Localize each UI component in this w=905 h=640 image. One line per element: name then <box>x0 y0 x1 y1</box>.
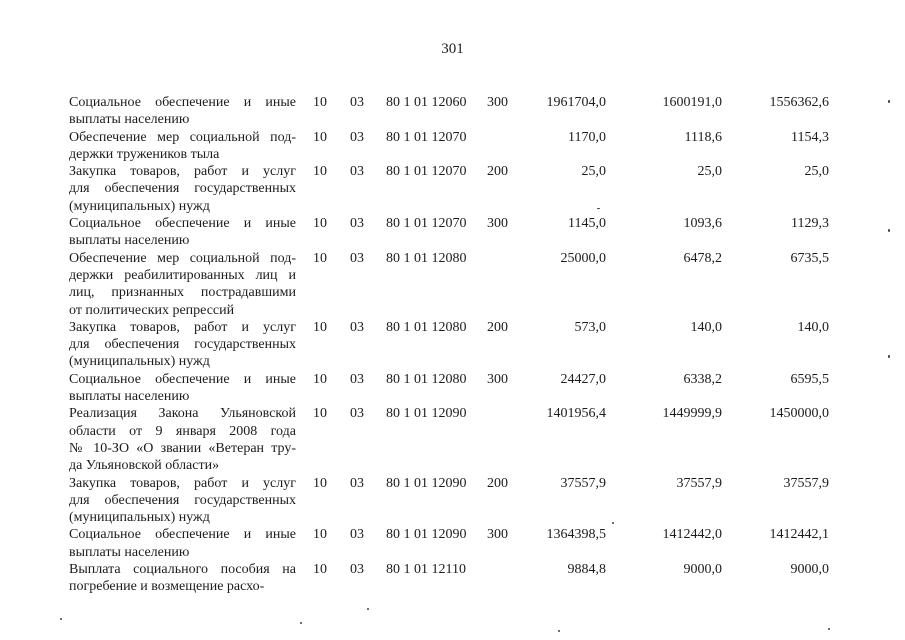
row-name-line: (муниципальных) нужд <box>69 354 210 370</box>
table-row <box>0 163 905 215</box>
row-name-line: (муниципальных) нужд <box>69 510 210 526</box>
scan-speck <box>367 608 369 610</box>
subsection-code: 03 <box>350 319 364 335</box>
target-article-code: 80 1 01 12060 <box>386 95 467 110</box>
row-name-line: для обеспечения государственных <box>69 181 296 197</box>
amount-year-3: 1556362,6 <box>769 95 829 110</box>
amount-year-1: 25000,0 <box>560 250 606 266</box>
amount-year-3: 6735,5 <box>790 250 829 266</box>
expense-type-code: 200 <box>487 475 508 491</box>
table-row <box>0 129 905 164</box>
subsection-code: 03 <box>350 562 364 578</box>
amount-year-2: 1600191,0 <box>662 95 722 110</box>
section-code: 10 <box>313 216 327 232</box>
row-name-line: держки реабилитированных лиц и <box>69 267 296 283</box>
target-article-code: 80 1 01 12090 <box>386 406 467 422</box>
target-article-code: 80 1 01 12080 <box>386 250 467 266</box>
amount-year-3: 1412442,1 <box>769 527 829 543</box>
expense-type-code: 300 <box>487 527 508 543</box>
amount-year-2: 25,0 <box>697 164 722 180</box>
amount-year-2: 140,0 <box>690 319 722 335</box>
section-code: 10 <box>313 562 327 578</box>
row-name-line: Закупка товаров, работ и услуг <box>69 319 296 335</box>
subsection-code: 03 <box>350 129 364 145</box>
row-name-line: держки тружеников тыла <box>69 146 220 162</box>
page-number: 301 <box>441 41 464 57</box>
scan-speck <box>828 628 830 630</box>
amount-year-1: 573,0 <box>574 319 606 335</box>
target-article-code: 80 1 01 12080 <box>386 371 467 387</box>
section-code: 10 <box>313 319 327 335</box>
amount-year-1: 1145,0 <box>568 216 606 232</box>
row-name-line: Выплата социального пособия на <box>69 562 296 578</box>
row-name-line: Закупка товаров, работ и услуг <box>69 164 296 180</box>
scan-speck <box>612 522 614 524</box>
row-name <box>69 215 296 250</box>
table-row <box>0 319 905 371</box>
amount-year-3: 9000,0 <box>790 562 829 578</box>
row-name <box>69 250 296 319</box>
row-name <box>69 129 296 164</box>
table-row <box>0 94 905 129</box>
target-article-code: 80 1 01 12090 <box>386 527 467 543</box>
row-name-line: Обеспечение мер социальной под- <box>69 129 296 145</box>
subsection-code: 03 <box>350 371 364 387</box>
row-name <box>69 163 296 215</box>
amount-year-1: 25,0 <box>581 164 606 180</box>
row-name-line: Обеспечение мер социальной под- <box>69 250 296 266</box>
scan-speck <box>558 630 560 632</box>
amount-year-2: 6338,2 <box>683 371 722 387</box>
target-article-code: 80 1 01 12070 <box>386 129 467 145</box>
table-row <box>0 371 905 406</box>
target-article-code: 80 1 01 12110 <box>386 562 466 578</box>
section-code: 10 <box>313 164 327 180</box>
table-row <box>0 250 905 319</box>
expense-type-code: 300 <box>487 95 508 110</box>
amount-year-3: 6595,5 <box>790 371 829 387</box>
target-article-code: 80 1 01 12080 <box>386 319 467 335</box>
amount-year-1: 9884,8 <box>567 562 606 578</box>
row-name-line: Закупка товаров, работ и услуг <box>69 475 296 491</box>
row-name-line: выплаты населению <box>69 233 190 249</box>
section-code: 10 <box>313 250 327 266</box>
amount-year-2: 6478,2 <box>683 250 722 266</box>
section-code: 10 <box>313 475 327 491</box>
amount-year-1: 24427,0 <box>560 371 606 387</box>
row-name-line: выплаты населению <box>69 544 190 560</box>
subsection-code: 03 <box>350 250 364 266</box>
amount-year-3: 37557,9 <box>783 475 829 491</box>
scan-speck <box>888 100 890 103</box>
row-name <box>69 371 296 406</box>
expense-type-code: 300 <box>487 216 508 232</box>
table-row <box>0 561 905 596</box>
subsection-code: 03 <box>350 95 364 110</box>
subsection-code: 03 <box>350 216 364 232</box>
table-row <box>0 405 905 474</box>
row-name-line: области от 9 января 2008 года <box>69 423 296 439</box>
row-name <box>69 405 296 474</box>
amount-year-3: 1154,3 <box>791 129 829 145</box>
row-name-line: выплаты населению <box>69 389 190 405</box>
section-code: 10 <box>313 371 327 387</box>
row-name-line: Социальное обеспечение и иные <box>69 216 296 232</box>
amount-year-2: 37557,9 <box>676 475 722 491</box>
row-name-line: (муниципальных) нужд <box>69 198 210 214</box>
row-name-line: для обеспечения государственных <box>69 337 296 353</box>
row-name-line: погребение и возмещение расхо- <box>69 579 265 595</box>
row-name-line: да Ульяновской области» <box>69 458 220 474</box>
amount-year-2: 1093,6 <box>683 216 722 232</box>
amount-year-2: 1118,6 <box>684 129 722 145</box>
amount-year-3: 25,0 <box>804 164 829 180</box>
target-article-code: 80 1 01 12090 <box>386 475 467 491</box>
section-code: 10 <box>313 95 327 110</box>
row-name <box>69 561 296 596</box>
amount-year-1: 1961704,0 <box>546 95 606 110</box>
amount-year-3: 1450000,0 <box>769 406 829 422</box>
row-name-line: выплаты населению <box>69 112 190 128</box>
budget-table <box>0 94 905 596</box>
row-name-line: Социальное обеспечение и иные <box>69 371 296 387</box>
row-name-line: для обеспечения государственных <box>69 492 296 508</box>
scan-speck <box>888 229 890 232</box>
row-name-line: Реализация Закона Ульяновской <box>69 406 296 422</box>
amount-year-2: 1412442,0 <box>662 527 722 543</box>
table-row <box>0 475 905 527</box>
subsection-code: 03 <box>350 164 364 180</box>
subsection-code: 03 <box>350 475 364 491</box>
target-article-code: 80 1 01 12070 <box>386 164 467 180</box>
scan-speck <box>597 208 600 209</box>
amount-year-1: 1364398,5 <box>546 527 606 543</box>
target-article-code: 80 1 01 12070 <box>386 216 467 232</box>
amount-year-1: 1170,0 <box>568 129 606 145</box>
expense-type-code: 200 <box>487 319 508 335</box>
section-code: 10 <box>313 527 327 543</box>
table-row <box>0 215 905 250</box>
amount-year-1: 1401956,4 <box>546 406 606 422</box>
scan-speck <box>60 618 62 620</box>
table-row <box>0 526 905 561</box>
expense-type-code: 300 <box>487 371 508 387</box>
amount-year-1: 37557,9 <box>560 475 606 491</box>
amount-year-3: 140,0 <box>797 319 829 335</box>
row-name-line: от политических репрессий <box>69 302 235 318</box>
row-name-line: лиц, признанных пострадавшими <box>69 285 296 301</box>
section-code: 10 <box>313 406 327 422</box>
expense-type-code: 200 <box>487 164 508 180</box>
scan-speck <box>888 355 890 358</box>
row-name <box>69 94 296 129</box>
row-name <box>69 526 296 561</box>
subsection-code: 03 <box>350 406 364 422</box>
amount-year-2: 9000,0 <box>683 562 722 578</box>
amount-year-3: 1129,3 <box>791 216 829 232</box>
row-name <box>69 475 296 527</box>
row-name-line: Социальное обеспечение и иные <box>69 527 296 543</box>
section-code: 10 <box>313 129 327 145</box>
row-name-line: № 10-ЗО «О звании «Ветеран тру- <box>69 440 296 456</box>
subsection-code: 03 <box>350 527 364 543</box>
amount-year-2: 1449999,9 <box>662 406 722 422</box>
row-name-line: Социальное обеспечение и иные <box>69 95 296 110</box>
scan-speck <box>300 622 302 624</box>
row-name <box>69 319 296 371</box>
